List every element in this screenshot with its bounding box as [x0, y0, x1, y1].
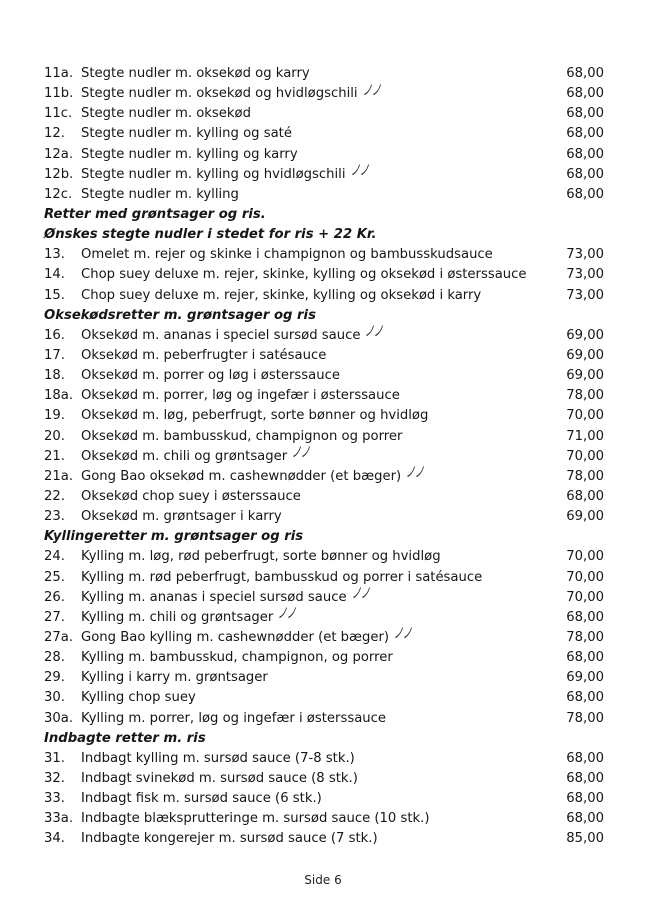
item-number: 29.	[44, 670, 65, 686]
item-name-text: Stegte nudler m. kylling og karry	[81, 146, 298, 162]
item-number: 17.	[44, 347, 65, 363]
item-price: 68,00	[566, 66, 604, 81]
menu-item-row	[44, 507, 610, 527]
item-name-text: Kylling m. løg, rød peberfrugt, sorte bønner og hvidløg	[81, 549, 441, 565]
item-number: 19.	[44, 408, 65, 424]
item-number: 23.	[44, 509, 65, 525]
item-price: 85,00	[566, 831, 604, 847]
menu-item-row	[44, 265, 610, 285]
item-price: 69,00	[566, 368, 604, 384]
item-number: 27a.	[44, 629, 74, 645]
item-name-text: Kylling i karry m. grøntsager	[81, 670, 268, 686]
item-price: 70,00	[566, 408, 604, 424]
item-name	[81, 648, 393, 668]
item-price: 68,00	[566, 166, 604, 182]
item-name-text: Gong Bao kylling m. cashewnødder (et bæger)	[81, 629, 390, 645]
item-name	[81, 245, 493, 265]
item-name-text: Kylling m. rød peberfrugt, bambusskud og porrer i satésauce	[81, 569, 483, 585]
item-number: 12.	[44, 126, 65, 142]
item-name-text: Stegte nudler m. oksekød og hvidløgschili	[81, 86, 358, 102]
menu-item-row	[44, 64, 610, 84]
item-price: 68,00	[566, 650, 604, 666]
item-name	[81, 467, 427, 487]
item-price: 69,00	[566, 509, 604, 525]
item-number: 12c.	[44, 186, 73, 202]
item-number: 28.	[44, 650, 65, 666]
chili-pepper-icon	[351, 585, 373, 605]
item-name	[81, 386, 400, 406]
menu-item-row	[44, 709, 610, 729]
menu-item-row	[44, 668, 610, 688]
item-name-text: Stegte nudler m. oksekød	[81, 106, 251, 122]
item-price: 78,00	[566, 468, 604, 484]
item-price: 68,00	[566, 186, 604, 202]
item-name-text: Stegte nudler m. kylling og saté	[81, 126, 292, 142]
item-name	[81, 568, 482, 588]
menu-item-row	[44, 386, 610, 406]
chili-pepper-icon	[277, 605, 299, 625]
item-price: 68,00	[566, 791, 604, 807]
item-number: 33.	[44, 791, 65, 807]
item-number: 26.	[44, 589, 65, 605]
menu-item-row	[44, 406, 610, 426]
item-name	[81, 326, 386, 346]
item-number: 24.	[44, 549, 65, 565]
item-name	[81, 507, 282, 527]
item-name	[81, 185, 239, 205]
item-name	[81, 346, 326, 366]
item-number: 14.	[44, 267, 65, 283]
item-name	[81, 608, 299, 628]
chili-pepper-icon	[364, 323, 386, 343]
chili-pepper-icon	[405, 464, 427, 484]
menu-item-row	[44, 104, 610, 124]
item-number: 22.	[44, 488, 65, 504]
item-name-text: Stegte nudler m. oksekød og karry	[81, 66, 310, 81]
item-name	[81, 769, 358, 789]
item-name	[81, 749, 355, 769]
item-name	[81, 487, 301, 507]
menu-item-row	[44, 568, 610, 588]
menu-item-row	[44, 628, 610, 648]
menu-item-row	[44, 547, 610, 567]
item-price: 68,00	[566, 146, 604, 162]
menu-item-row	[44, 346, 610, 366]
item-name	[81, 709, 386, 729]
item-name-text: Kylling m. bambusskud, champignon, og porrer	[81, 650, 393, 666]
item-name	[81, 688, 196, 708]
menu-item-row	[44, 608, 610, 628]
menu-item-row	[44, 165, 610, 185]
section-heading: Retter med grøntsager og ris.	[44, 206, 266, 222]
item-number: 21.	[44, 448, 65, 464]
menu-item-row	[44, 487, 610, 507]
item-name	[81, 104, 251, 124]
item-name-text: Stegte nudler m. kylling og hvidløgschili	[81, 166, 346, 182]
item-price: 68,00	[566, 126, 604, 142]
item-name	[81, 64, 310, 84]
section-heading: Oksekødsretter m. grøntsager og ris	[44, 307, 316, 323]
item-price: 70,00	[566, 569, 604, 585]
item-number: 11b.	[44, 86, 74, 102]
item-name-text: Gong Bao oksekød m. cashewnødder (et bæger)	[81, 468, 402, 484]
item-name-text: Indbagte kongerejer m. sursød sauce (7 stk.)	[81, 831, 378, 847]
item-price: 69,00	[566, 347, 604, 363]
item-number: 13.	[44, 247, 65, 263]
item-name	[81, 547, 441, 567]
item-price: 68,00	[566, 770, 604, 786]
menu-item-row	[44, 145, 610, 165]
menu-item-row	[44, 124, 610, 144]
menu-item-row	[44, 245, 610, 265]
menu-item-row	[44, 84, 610, 104]
chili-pepper-icon	[350, 162, 372, 182]
item-price: 78,00	[566, 710, 604, 726]
item-name-text: Chop suey deluxe m. rejer, skinke, kylling og oksekød i østerssauce	[81, 267, 527, 283]
item-name	[81, 145, 298, 165]
item-name-text: Chop suey deluxe m. rejer, skinke, kylling og oksekød i karry	[81, 287, 482, 303]
item-number: 30.	[44, 690, 65, 706]
item-price: 73,00	[566, 287, 604, 303]
section-heading: Ønskes stegte nudler i stedet for ris + 22 Kr.	[44, 227, 377, 243]
item-name	[81, 628, 415, 648]
item-name	[81, 366, 340, 386]
item-price: 73,00	[566, 247, 604, 263]
item-name	[81, 124, 292, 144]
item-name	[81, 447, 313, 467]
item-price: 68,00	[566, 488, 604, 504]
item-price: 68,00	[566, 86, 604, 102]
item-number: 18a.	[44, 388, 74, 404]
item-name-text: Oksekød m. ananas i speciel sursød sauce	[81, 327, 361, 343]
item-number: 12a.	[44, 146, 74, 162]
item-name-text: Oksekød m. porrer og løg i østerssauce	[81, 368, 340, 384]
menu-list	[44, 64, 610, 849]
menu-item-row	[44, 648, 610, 668]
item-name-text: Kylling m. chili og grøntsager	[81, 609, 274, 625]
menu-item-row	[44, 185, 610, 205]
item-name-text: Indbagte blæksprutteringe m. sursød sauce (10 stk.)	[81, 811, 430, 827]
menu-item-row	[44, 749, 610, 769]
item-price: 68,00	[566, 106, 604, 122]
item-name-text: Oksekød chop suey i østerssauce	[81, 488, 301, 504]
item-name-text: Oksekød m. bambusskud, champignon og porrer	[81, 428, 403, 444]
item-name-text: Kylling chop suey	[81, 690, 196, 706]
item-number: 27.	[44, 609, 65, 625]
item-price: 71,00	[566, 428, 604, 444]
section-heading: Indbagte retter m. ris	[44, 730, 206, 746]
item-name-text: Kylling m. porrer, løg og ingefær i østerssauce	[81, 710, 386, 726]
item-name	[81, 427, 402, 447]
menu-item-row	[44, 769, 610, 789]
item-name	[81, 165, 372, 185]
chili-pepper-icon	[393, 625, 415, 645]
item-name-text: Oksekød m. porrer, løg og ingefær i østerssauce	[81, 388, 400, 404]
item-number: 34.	[44, 831, 65, 847]
item-name	[81, 406, 428, 426]
chili-pepper-icon	[291, 444, 313, 464]
item-number: 25.	[44, 569, 65, 585]
item-name-text: Omelet m. rejer og skinke i champignon og bambusskudsauce	[81, 247, 493, 263]
item-price: 68,00	[566, 811, 604, 827]
menu-item-row	[44, 366, 610, 386]
item-price: 78,00	[566, 388, 604, 404]
item-name-text: Oksekød m. chili og grøntsager	[81, 448, 288, 464]
item-name-text: Oksekød m. grøntsager i karry	[81, 509, 282, 525]
item-price: 69,00	[566, 670, 604, 686]
item-number: 12b.	[44, 166, 74, 182]
item-price: 70,00	[566, 448, 604, 464]
chili-pepper-icon	[362, 82, 384, 102]
item-price: 70,00	[566, 589, 604, 605]
item-number: 11a.	[44, 66, 74, 81]
item-name	[81, 789, 322, 809]
item-number: 31.	[44, 750, 65, 766]
menu-item-row	[44, 447, 610, 467]
item-name	[81, 829, 378, 849]
item-price: 68,00	[566, 750, 604, 766]
item-name-text: Kylling m. ananas i speciel sursød sauce	[81, 589, 347, 605]
item-price: 68,00	[566, 609, 604, 625]
menu-item-row	[44, 829, 610, 849]
item-price: 68,00	[566, 690, 604, 706]
menu-item-row	[44, 286, 610, 306]
item-number: 32.	[44, 770, 65, 786]
item-number: 33a.	[44, 811, 74, 827]
item-name-text: Indbagt kylling m. sursød sauce (7-8 stk.)	[81, 750, 355, 766]
item-name-text: Stegte nudler m. kylling	[81, 186, 239, 202]
item-name-text: Oksekød m. løg, peberfrugt, sorte bønner og hvidløg	[81, 408, 429, 424]
item-price: 69,00	[566, 327, 604, 343]
section-heading: Kyllingeretter m. grøntsager og ris	[44, 529, 304, 545]
item-number: 30a.	[44, 710, 74, 726]
item-name	[81, 668, 268, 688]
item-price: 73,00	[566, 267, 604, 283]
menu-item-row	[44, 809, 610, 829]
menu-item-row	[44, 789, 610, 809]
menu-item-row	[44, 467, 610, 487]
menu-item-row	[44, 427, 610, 447]
menu-item-row	[44, 688, 610, 708]
item-number: 18.	[44, 368, 65, 384]
item-number: 20.	[44, 428, 65, 444]
item-price: 78,00	[566, 629, 604, 645]
item-number: 11c.	[44, 106, 73, 122]
page-footer: Side 6	[304, 873, 342, 887]
item-name-text: Oksekød m. peberfrugter i satésauce	[81, 347, 327, 363]
item-name	[81, 84, 384, 104]
menu-item-row	[44, 326, 610, 346]
item-number: 15.	[44, 287, 65, 303]
item-name-text: Indbagt svinekød m. sursød sauce (8 stk.)	[81, 770, 358, 786]
item-name	[81, 265, 527, 285]
item-name	[81, 588, 373, 608]
item-name	[81, 809, 430, 829]
menu-item-row	[44, 588, 610, 608]
item-number: 21a.	[44, 468, 74, 484]
item-number: 16.	[44, 327, 65, 343]
item-name-text: Indbagt fisk m. sursød sauce (6 stk.)	[81, 791, 322, 807]
item-name	[81, 286, 481, 306]
item-price: 70,00	[566, 549, 604, 565]
